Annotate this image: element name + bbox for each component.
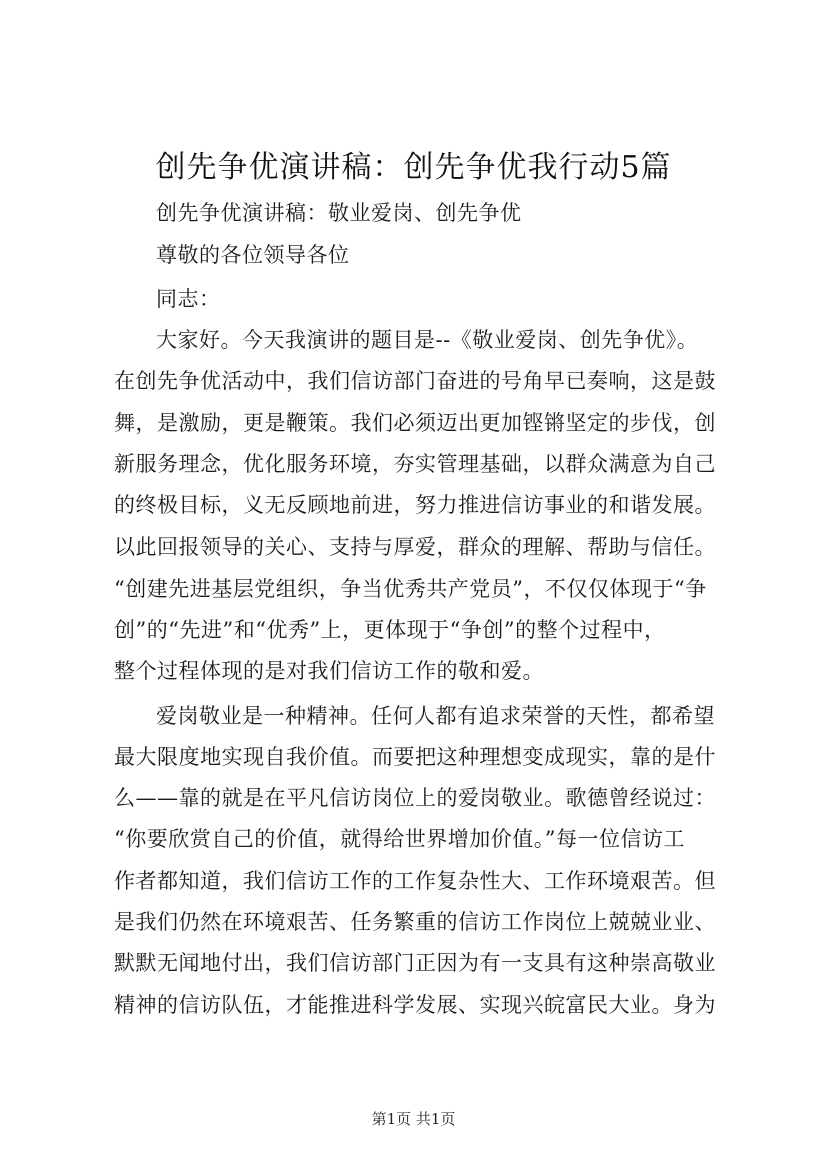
body-line: 以此回报领导的关心、支持与厚爱，群众的理解、帮助与信任。: [114, 535, 716, 559]
body-line: 创”的“先进”和“优秀”上，更体现于“争创”的整个过程中，: [114, 618, 666, 642]
body-line: 在创先争优活动中，我们信访部门奋进的号角早已奏响，这是鼓: [114, 369, 716, 393]
body-line: 么——靠的就是在平凡信访岗位上的爱岗敬业。歌德曾经说过：: [114, 786, 716, 810]
body-line: 大家好。今天我演讲的题目是--《敬业爱岗、创先争优》。: [156, 328, 699, 352]
body-line: “创建先进基层党组织，争当优秀共产党员”，不仅仅体现于“争: [114, 577, 707, 601]
body-line: 作者都知道，我们信访工作的工作复杂性大、工作环境艰苦。但: [114, 869, 716, 893]
body-line: 精神的信访队伍，才能推进科学发展、实现兴皖富民大业。身为: [114, 993, 716, 1017]
body-line: 最大限度地实现自我价值。而要把这种理想变成现实，靠的是什: [114, 745, 716, 769]
body-line: 是我们仍然在环境艰苦、任务繁重的信访工作岗位上兢兢业业、: [114, 910, 716, 934]
salutation-line: 同志：: [156, 287, 221, 311]
salutation-line: 尊敬的各位领导各位: [156, 243, 350, 267]
body-line: 默默无闻地付出，我们信访部门正因为有一支具有这种崇高敬业: [114, 951, 716, 975]
body-line: 整个过程体现的是对我们信访工作的敬和爱。: [114, 659, 544, 683]
body-line: 的终极目标，义无反顾地前进，努力推进信访事业的和谐发展。: [114, 493, 716, 517]
page-title: 创先争优演讲稿：创先争优我行动5篇: [155, 150, 672, 185]
subtitle-line: 创先争优演讲稿：敬业爱岗、创先争优: [156, 201, 522, 225]
body-line: 新服务理念，优化服务环境，夯实管理基础，以群众满意为自己: [114, 452, 716, 476]
page-footer: 第1页 共1页: [371, 1110, 456, 1128]
body-line: “你要欣赏自己的价值，就得给世界增加价值。”每一位信访工: [114, 827, 685, 851]
body-line: 舞，是激励，更是鞭策。我们必须迈出更加铿锵坚定的步伐，创: [114, 411, 716, 435]
body-line: 爱岗敬业是一种精神。任何人都有追求荣誉的天性，都希望: [156, 704, 715, 728]
